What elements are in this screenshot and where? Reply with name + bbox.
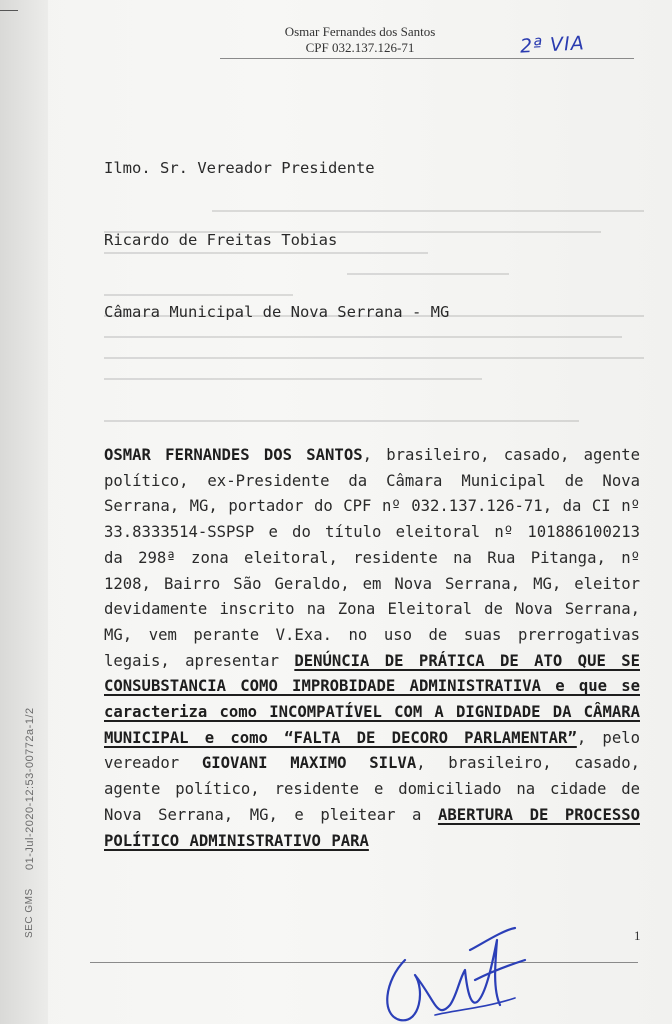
page-fold-shadow <box>0 0 48 1024</box>
page-number: 1 <box>634 928 641 943</box>
body-text-2: , pelo vereador <box>104 728 640 773</box>
letterhead <box>180 24 540 56</box>
show-through-text <box>104 210 644 430</box>
header-rule <box>220 58 634 59</box>
corner-mark <box>0 10 18 11</box>
handwritten-signature <box>375 920 535 1024</box>
letterhead-cpf: CPF 032.137.126-71 <box>305 40 415 55</box>
councilor-name: GIOVANI MAXIMO SILVA <box>201 754 417 773</box>
body-paragraph <box>104 443 640 854</box>
footer-rule <box>90 962 638 963</box>
body-text-1: , brasileiro, casado, agente político, ex-Presidente da Câmara Municipal de Nova Serrana, MG, portador do CPF nº 032.137.126-71, da CI nº 33.8333514-SSPSP e do título eleitoral nº 101886100213 da 298ª zona eleitoral, residente na Rua Pitanga, nº 1208, Bairro São Geraldo, em Nova Serrana, MG, eleitor devidamente inscrito na Zona Eleitoral de Nova Serrana, MG, vem perante V.Exa. no uso de suas prerrogativas legais, apresentar <box>104 446 640 670</box>
addressee-line-2: Ricardo de Freitas Tobias <box>104 231 338 249</box>
addressee-line-3: Câmara Municipal de Nova Serrana - MG <box>104 303 450 321</box>
department-stamp: SEC GMS <box>24 888 35 938</box>
addressee-line-1: Ilmo. Sr. Vereador Presidente <box>104 159 375 177</box>
handwritten-annotation: 2ª VIA <box>519 32 586 58</box>
complaint-heading: DENÚNCIA DE PRÁTICA DE ATO QUE SE CONSUBSTANCIA COMO IMPROBIDADE ADMINISTRATIVA e que se caracteriza como INCOMPATÍVEL COM A DIGNIDADE DA CÂMARA MUNICIPAL e como “FALTA DE DECORO PARLAMENTAR” <box>104 651 640 747</box>
body-text-3: , brasileiro, casado, agente político, residente e domiciliado na cidade de Nova Serrana, MG, e pleitear a <box>104 754 641 824</box>
protocol-stamp: 01-Jul-2020-12:53-00772a-1/2 <box>24 707 36 870</box>
complainant-name: OSMAR FERNANDES DOS SANTOS <box>104 446 363 464</box>
letterhead-name: Osmar Fernandes dos Santos <box>284 24 436 39</box>
process-request: ABERTURA DE PROCESSO POLÍTICO ADMINISTRATIVO PARA <box>104 805 640 850</box>
